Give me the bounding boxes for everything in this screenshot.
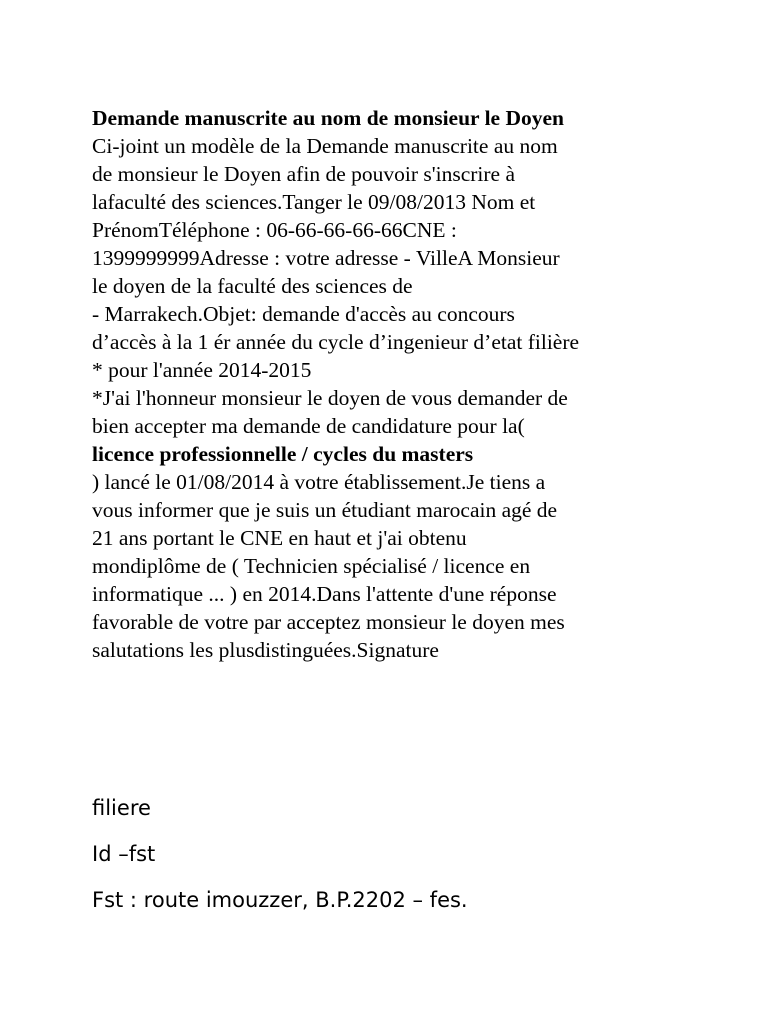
letter-line: lafaculté des sciences.Tanger le 09/08/2013 Nom et [92, 190, 536, 214]
letter-line: * pour l'année 2014-2015 [92, 358, 312, 382]
letter-line: favorable de votre par acceptez monsieur le doyen mes [92, 610, 565, 634]
letter-line: 21 ans portant le CNE en haut et j'ai obtenu [92, 526, 467, 550]
letter-line: 1399999999Adresse : votre adresse - VilleA Monsieur [92, 246, 560, 270]
letter-line: PrénomTéléphone : 06-66-66-66-66CNE : [92, 218, 457, 242]
letter-line: Ci-joint un modèle de la Demande manuscrite au nom [92, 134, 558, 158]
letter-line: salutations les plusdistinguées.Signature [92, 638, 439, 662]
footer-block [92, 793, 692, 931]
footer-filiere: filiere [92, 796, 151, 820]
letter-line: informatique ... ) en 2014.Dans l'attente d'une réponse [92, 582, 557, 606]
letter-line: ) lancé le 01/08/2014 à votre établissement.Je tiens a [92, 470, 546, 494]
document-title: Demande manuscrite au nom de monsieur le Doyen [92, 106, 564, 130]
letter-line: - Marrakech.Objet: demande d'accès au concours [92, 302, 515, 326]
program-highlight: licence professionnelle / cycles du masters [92, 442, 474, 466]
letter-line: *J'ai l'honneur monsieur le doyen de vous demander de [92, 386, 568, 410]
letter-line: de monsieur le Doyen afin de pouvoir s'inscrire à [92, 162, 515, 186]
footer-address: Fst : route imouzzer, B.P.2202 – fes. [92, 888, 468, 912]
letter-line: mondiplôme de ( Technicien spécialisé / licence en [92, 554, 531, 578]
letter-line: d’accès à la 1 ér année du cycle d’ingenieur d’etat filière [92, 330, 580, 354]
letter-line: bien accepter ma demande de candidature pour la( [92, 414, 525, 438]
letter-body [92, 104, 692, 664]
letter-line: vous informer que je suis un étudiant marocain agé de [92, 498, 558, 522]
footer-id: Id –fst [92, 842, 156, 866]
letter-line: le doyen de la faculté des sciences de [92, 274, 413, 298]
